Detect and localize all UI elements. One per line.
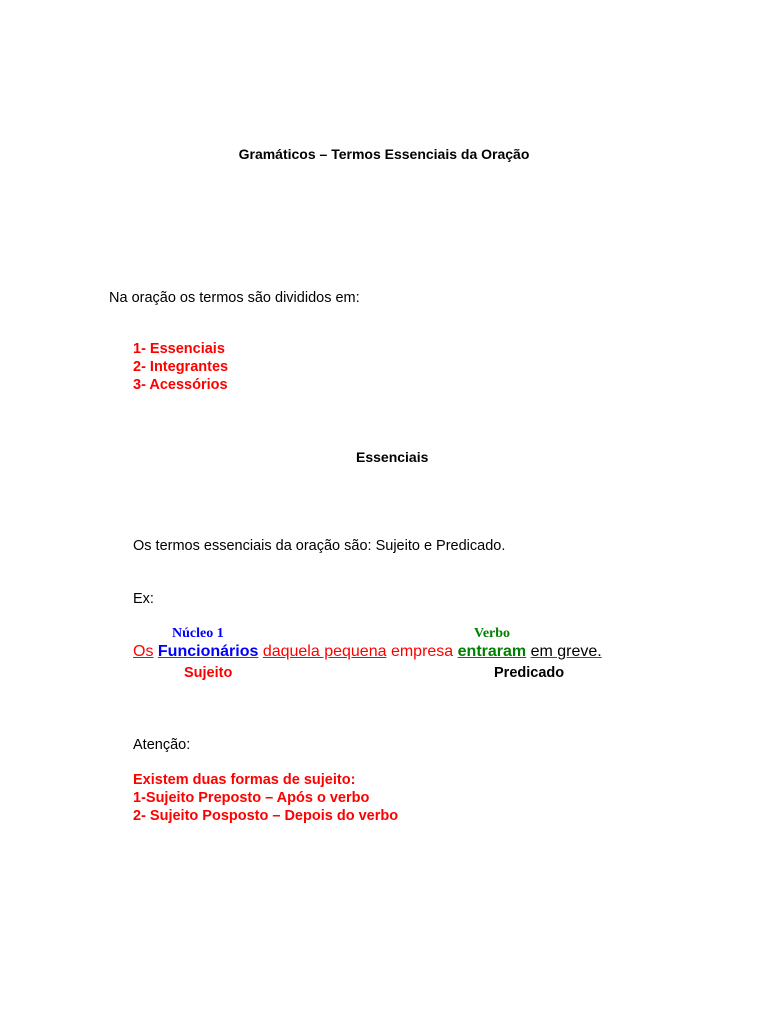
- example-sentence: [133, 643, 602, 661]
- list-item: 2- Sujeito Posposto – Depois do verbo: [133, 808, 399, 824]
- word-os: Os: [133, 643, 154, 660]
- list-item: 1- Essenciais: [133, 341, 225, 357]
- nucleo-label: Núcleo 1: [172, 626, 224, 641]
- word-funcionarios: Funcionários: [157, 643, 259, 660]
- verbo-label: Verbo: [474, 626, 511, 641]
- words-em-greve: em greve.: [530, 643, 602, 660]
- words-daquela-pequena: daquela pequena: [262, 643, 387, 660]
- essential-terms-text: Os termos essenciais da oração são: Sujeito e Predicado.: [133, 538, 506, 554]
- subject-forms-list: [133, 771, 398, 825]
- list-item: 2- Integrantes: [133, 359, 229, 375]
- document-title: Gramáticos – Termos Essenciais da Oração: [238, 146, 530, 162]
- attention-label: Atenção:: [133, 737, 191, 753]
- predicado-label: Predicado: [494, 665, 565, 681]
- list-item: Existem duas formas de sujeito:: [133, 772, 356, 788]
- list-item: 1-Sujeito Preposto – Após o verbo: [133, 790, 370, 806]
- section-heading: Essenciais: [356, 449, 429, 465]
- intro-text: Na oração os termos são divididos em:: [109, 290, 360, 306]
- divisions-list: [133, 340, 228, 394]
- list-item: 3- Acessórios: [133, 377, 228, 393]
- sujeito-label: Sujeito: [184, 665, 233, 681]
- example-label: Ex:: [133, 591, 154, 607]
- word-empresa: empresa: [390, 643, 454, 660]
- word-entraram: entraram: [457, 643, 527, 660]
